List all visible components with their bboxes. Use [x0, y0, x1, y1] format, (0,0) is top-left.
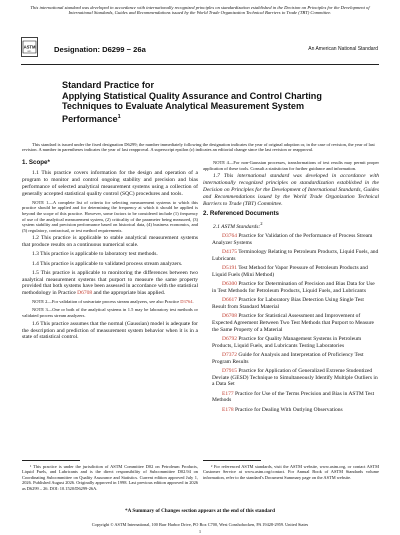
top-notice: This international standard was developed in accordance with internationally recognized principles on standardization established in the Decision on Principles for the Development of International Standards, Guides and Recommendations issued by the World Trade Organization Technical Barriers to Trade (TBT) Committee.: [30, 5, 370, 16]
reference-title: Practice for Validation of the Performance of Process Stream Analyzer Systems: [212, 232, 373, 246]
reference-title: Practice for Dealing With Outlying Observations: [233, 406, 343, 413]
reference-code-link[interactable]: D6708: [222, 312, 237, 319]
footnotes-left: [22, 460, 198, 491]
reference-title: Practice for Quality Management Systems in Petroleum Products, Liquid Fuels, and Lubricants Testing Laboratories: [212, 335, 362, 349]
summary-of-changes-note: *A Summary of Changes section appears at the end of this standard: [124, 508, 275, 514]
para-1-2: 1.2 This practice is applicable to stable analytical measurement systems that produce results on a continuous numerical scale.: [22, 235, 198, 249]
copyright-footer: Copyright © ASTM International, 100 Barr Harbor Drive, PO Box C700, West Conshohocken, PA 19428-2959. United States: [91, 522, 309, 527]
title-line-2: Applying Statistical Quality Assurance and Control Charting: [62, 90, 322, 101]
para-1-3: 1.3 This practice is applicable to laboratory test methods.: [32, 251, 158, 258]
header-divider: [21, 64, 379, 65]
para-1-5: 1.5 This practice is applicable to monitoring the differences between two analytical measurement systems that purport to measure the same property provided that both systems have been assessed in accordance with the statistical methodology in Practice D6708 and the appropriate bias applied.: [22, 269, 198, 297]
svg-text:INTL: INTL: [27, 50, 32, 53]
para-1-6: 1.6 This practice assumes that the normal (Gaussian) model is adequate for the description and prediction of measurement system behavior when it is in a state of statistical control.: [22, 320, 198, 341]
page-number: 1: [198, 529, 202, 534]
para-1-1: 1.1 This practice covers information for the design and operation of a program to monitor and control ongoing stability and precision and bias performance of selected analytical measurement systems using a collection of generally accepted statistical quality control (SQC) procedures and tools.: [22, 169, 198, 197]
note-1: NOTE 1—A complete list of criteria for selecting measurement systems to which this practice should be applied and for determining the frequency at which it should be applied is beyond the scope of this practice. However, some factors to be considered include (1) frequency of use of the analytical measurement system, (2) criticality of the parameter being measured, (3) system stability and precision performance based on historical data, (4) business economics, and (5) regulatory, contractual, or test method requirements.: [22, 199, 198, 233]
footnote-2: ² For referenced ASTM standards, visit the ASTM website, www.astm.org, or contact ASTM Customer Service at www.astm.org/contact. For Annual Book of ASTM Standards volume information, refer to the standard's Document Summary page on the ASTM website.: [203, 464, 379, 480]
reference-title: Test Method for Vapor Pressure of Petroleum Products and Liquid Fuels (Mini Method): [212, 264, 368, 278]
reference-item: [203, 313, 379, 334]
reference-title: Practice for Determination of Precision and Bias Data for Use in Test Methods for Petroleum Products, Liquid Fuels, and Lubricants: [212, 280, 375, 294]
reference-title: Practice for Use of the Terms Precision and Bias in ASTM Test Methods: [212, 390, 375, 404]
reference-code-link[interactable]: D5191: [222, 264, 237, 271]
reference-list: [203, 233, 379, 414]
reference-code-link[interactable]: D4175: [222, 248, 237, 255]
issuance-intro: This standard is issued under the fixed designation D6299; the number immediately following the designation indicates the year of original adoption or, in the case of revision, the year of last revision. A number in parentheses indicates the year of last reapproval. A superscript epsilon (ε) indicates an editorial change since the last revision or reapproval.: [22, 142, 375, 153]
reference-code-link[interactable]: D6792: [222, 335, 237, 342]
title-footnote-mark: 1: [117, 113, 121, 120]
left-column: [22, 160, 198, 344]
note-2: NOTE 2—For validation of univariate process stream analyzers, see also Practice D3764.: [32, 299, 194, 305]
footnotes-right: [203, 460, 379, 480]
reference-item: [203, 249, 379, 263]
title-line-4: Performance$^1$: [62, 113, 121, 124]
national-standard-label: An American National Standard: [308, 46, 378, 52]
reference-item: [203, 233, 379, 247]
referenced-documents-heading: 2. Referenced Documents: [203, 209, 279, 217]
title-line-3: Techniques to Evaluate Analytical Measurement System: [62, 101, 305, 112]
svg-text:ASTM: ASTM: [23, 44, 36, 50]
reference-item: [203, 281, 379, 295]
reference-item: [203, 336, 379, 350]
reference-code-link[interactable]: D6300: [222, 280, 237, 287]
reference-code-link[interactable]: D6617: [222, 296, 237, 303]
reference-title: Guide for Analysis and Interpretation of Proficiency Test Program Results: [212, 351, 364, 365]
note-4: NOTE 4—For non-Gaussian processes, transformations of test results may permit proper application of these tools. Consult a statistician for further guidance and information.: [203, 160, 379, 171]
reference-code-link[interactable]: D7915: [222, 367, 237, 374]
reference-item: [203, 352, 379, 366]
link-d3764[interactable]: D3764: [180, 299, 193, 305]
scope-heading: 1. Scope*: [22, 159, 50, 166]
para-1-4: 1.4 This practice is applicable to validated process stream analyzers.: [32, 260, 183, 267]
reference-code-link[interactable]: E177: [222, 390, 234, 397]
reference-item: [203, 297, 379, 311]
designation: Designation: D6299 − 26a: [54, 45, 146, 54]
astm-logo: [21, 37, 38, 57]
reference-item: [203, 368, 379, 389]
reference-title: Practice for Application of Generalized Extreme Studentized Deviate (GESD) Technique to Simultaneously Identify Multiple Outliers in a Data Set: [212, 367, 378, 388]
document-title: [62, 80, 362, 124]
note-3: NOTE 3—One or both of the analytical systems in 1.5 may be laboratory test methods or validated process stream analyzers.: [22, 307, 198, 318]
para-2-1: 2.1 ASTM Standards:$^2$: [213, 220, 263, 230]
reference-title: Practice for Laboratory Bias Detection Using Single Test Result from Standard Material: [212, 296, 364, 310]
right-column: [203, 160, 379, 416]
reference-item: [203, 407, 379, 414]
reference-item: [203, 391, 379, 405]
footnote-1: ¹ This practice is under the jurisdiction of ASTM Committee D02 on Petroleum Products, Liquid Fuels, and Lubricants and is the direct responsibility of Subcommittee D02.94 on Coordinating Subcommittee on Quality Assurance and Statistics. Current edition approved July 1, 2026. Published August 2026. Originally approved in 1998. Last previous edition approved in 2026 as D6299 – 26. DOI: 10.1520/D6299-26A.: [22, 464, 198, 491]
para-1-7: 1.7 This international standard was developed in accordance with internationally recognized principles on standardization established in the Decision on Principles for the Development of International Standards, Guides and Recommendations issued by the World Trade Organization Technical Barriers to Trade (TBT) Committee.: [203, 173, 379, 207]
footnote-rule: [22, 460, 80, 461]
reference-code-link[interactable]: D3764: [222, 232, 237, 239]
link-d6708[interactable]: D6708: [77, 290, 93, 297]
reference-code-link[interactable]: E178: [222, 406, 234, 413]
reference-code-link[interactable]: D7372: [222, 351, 237, 358]
reference-title: Practice for Statistical Assessment and Improvement of Expected Agreement Between Two Test Methods that Purport to Measure the Same Property of a Material: [212, 312, 375, 333]
reference-item: [203, 265, 379, 279]
reference-title: Terminology Relating to Petroleum Products, Liquid Fuels, and Lubricants: [212, 248, 379, 262]
title-line-1: Standard Practice for: [62, 80, 154, 90]
footnote-rule-right: [203, 460, 261, 461]
